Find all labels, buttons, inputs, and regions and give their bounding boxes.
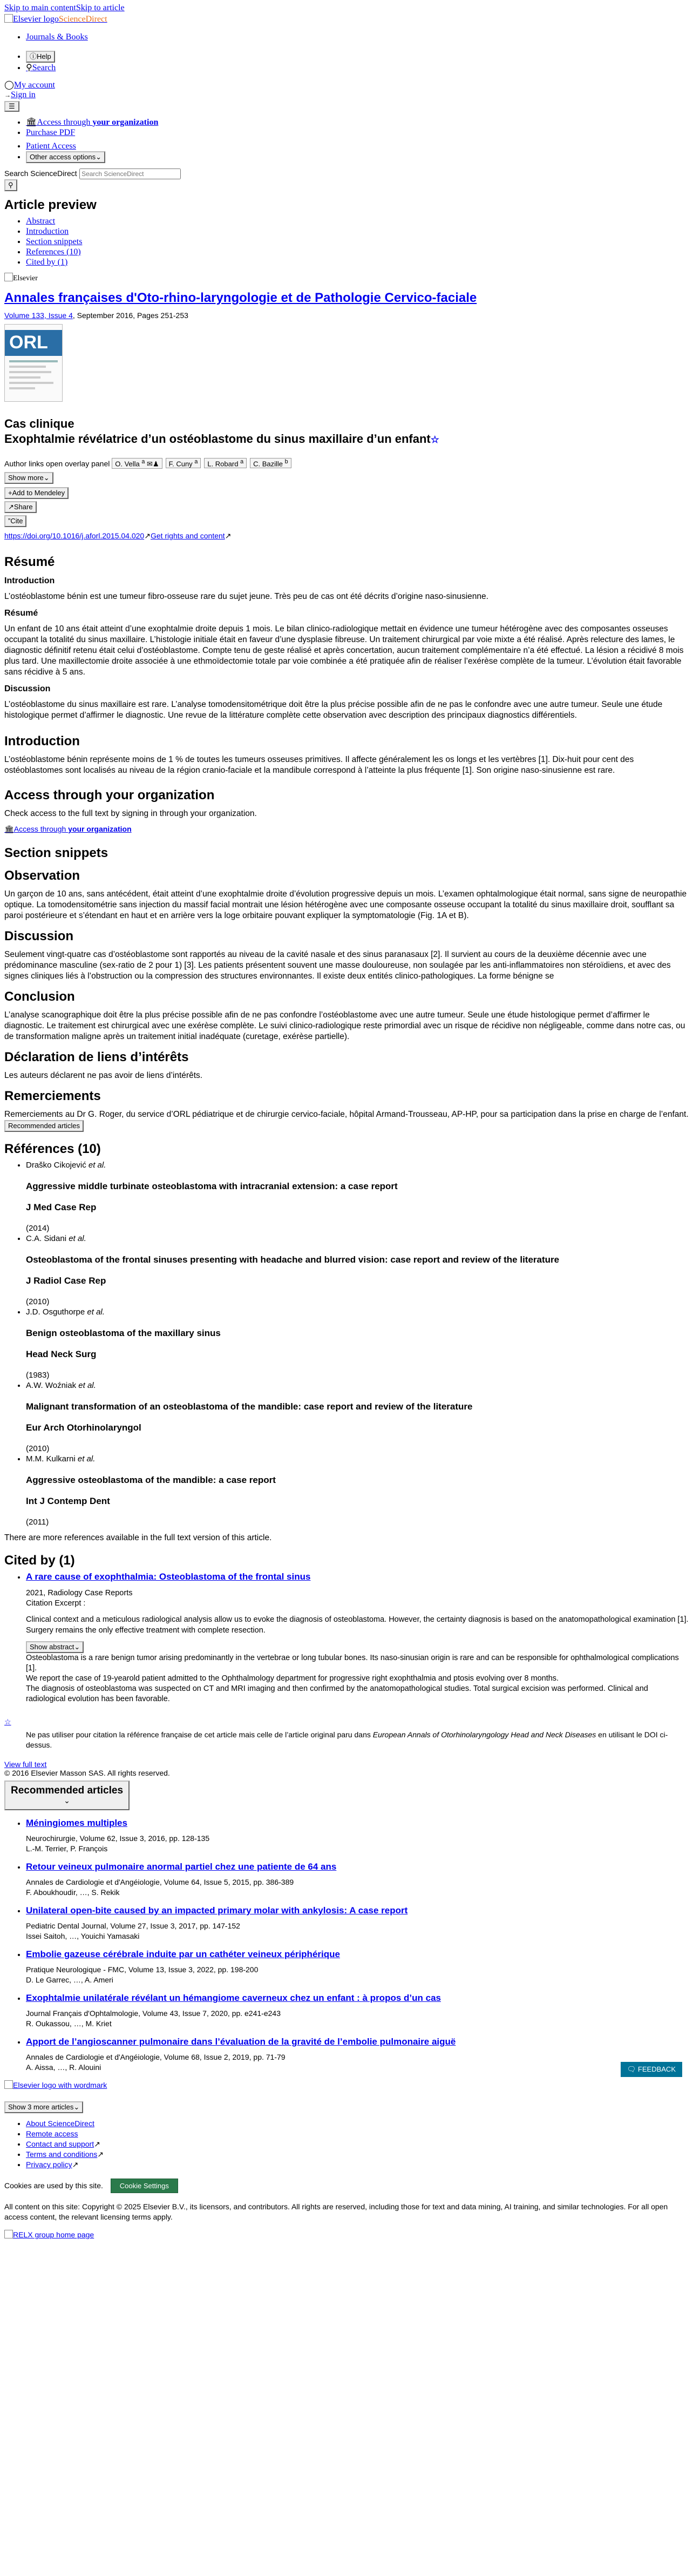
recommended-authors: F. Aboukhoudir, …, S. Rekik: [26, 1888, 120, 1897]
search-input[interactable]: [79, 168, 181, 179]
recommended-source: Neurochirurgie, Volume 62, Issue 3, 2016, pp. 128-135: [26, 1834, 210, 1843]
access-through-org-link[interactable]: 🏛Access through your organization: [26, 118, 159, 127]
recommended-source: Journal Français d'Ophtalmologie, Volume 43, Issue 7, 2020, pp. e241-e243: [26, 2009, 281, 2018]
citation-excerpt-label: Citation Excerpt :: [26, 1599, 86, 1608]
footer-remote-access-link[interactable]: Remote access: [26, 2129, 78, 2139]
thanks-heading: Remerciements: [4, 1089, 101, 1104]
article-preview-heading: Article preview: [4, 198, 97, 212]
cited-abstract-line: We report the case of 19-yearold patient admitted to the Ophthalmology department for progressive right exophthalmia and ptosis evolving over 8 months.: [26, 1674, 559, 1683]
article-title: Exophtalmie révélatrice d’un ostéoblastome du sinus maxillaire d’un enfant☆: [4, 432, 439, 446]
reference-title: Aggressive middle turbinate osteoblastoma with intracranial extension: a case report: [26, 1181, 398, 1192]
recommended-title-link[interactable]: Méningiomes multiples: [26, 1818, 127, 1829]
footer-privacy-link[interactable]: Privacy policy: [26, 2160, 72, 2169]
references-heading: Références (10): [4, 1142, 101, 1157]
doi-link[interactable]: https://doi.org/10.1016/j.aforl.2015.04.020: [4, 531, 145, 541]
recommended-item: [26, 1905, 689, 1941]
journal-cover[interactable]: [4, 324, 63, 402]
journals-books-link[interactable]: Journals & Books: [26, 32, 88, 42]
recommended-item: [26, 1993, 689, 2029]
cited-by-item: [26, 1572, 689, 1704]
external-link-icon: ↗: [144, 531, 151, 541]
skip-to-article-link[interactable]: Skip to article: [76, 3, 125, 12]
recommended-authors: Issei Saitoh, …, Youichi Yamasaki: [26, 1932, 140, 1941]
search-form: [4, 168, 689, 191]
skip-to-main-link[interactable]: Skip to main content: [4, 3, 76, 12]
chevron-down-icon: ⌄: [74, 1643, 80, 1651]
reference-item: • M.M. Kulkarni et al. Aggressive osteoblastoma of the mandible: a case report Int J Contemp Dent (2011): [26, 1454, 689, 1527]
journal-title-heading: [4, 291, 689, 306]
footer-terms-link[interactable]: Terms and conditions: [26, 2150, 98, 2159]
toc-references[interactable]: References (10): [26, 247, 81, 257]
reference-item: • A.W. Woźniak et al. Malignant transformation of an osteoblastoma of the mandible: case report and review of the literature Eur Arch Otorhinolaryngol (2010): [26, 1380, 689, 1454]
add-to-mendeley-button[interactable]: +Add to Mendeley: [4, 487, 69, 499]
access-heading: Access through your organization: [4, 788, 215, 803]
footnote: ☆ Ne pas utiliser pour citation la référence française de cet article mais celle de l’article original paru dans European Annals of Otorhinolaryngology Head and Neck Diseases en utilisant le DOI ci-dessus.: [4, 1717, 668, 1750]
section-snippets-heading: Section snippets: [4, 846, 108, 861]
abstract-introduction-heading: Introduction: [4, 576, 55, 586]
author-group: [4, 458, 689, 469]
menu-button[interactable]: [4, 101, 19, 112]
share-icon: ↗: [8, 503, 14, 511]
cited-by-source: 2021, Radiology Case Reports: [26, 1589, 133, 1598]
reference-year: (2014): [26, 1224, 50, 1233]
help-button[interactable]: ⓘHelp: [26, 51, 55, 63]
recommended-source: Pratique Neurologique - FMC, Volume 13, Issue 3, 2022, pp. 198-200: [26, 1965, 259, 1974]
quote-icon: ”: [8, 517, 11, 525]
reference-year: (2010): [26, 1297, 50, 1307]
chevron-down-icon: ⌄: [64, 1797, 70, 1806]
reference-year: (2011): [26, 1518, 49, 1527]
cookies-text: Cookies are used by this site.: [4, 2181, 103, 2190]
toc-abstract[interactable]: Abstract: [26, 217, 56, 226]
broken-image-icon: [4, 2080, 13, 2089]
search-label: Search ScienceDirect: [4, 169, 77, 178]
footer-contact-link[interactable]: Contact and support: [26, 2140, 94, 2149]
recommended-title-link[interactable]: Exophtalmie unilatérale révélant un hémangiome caverneux chez un enfant : à propos d’un cas: [26, 1993, 441, 2004]
reference-title: Benign osteoblastoma of the maxillary sinus: [26, 1328, 221, 1339]
chevron-down-icon: ⌄: [43, 474, 50, 482]
recommended-authors: D. Le Garrec, …, A. Ameri: [26, 1975, 113, 1985]
snippet-discussion-heading: Discussion: [4, 929, 74, 944]
toc-cited-by[interactable]: Cited by (1): [26, 258, 68, 267]
abstract-discussion-heading: Discussion: [4, 684, 51, 694]
conclusion-heading: Conclusion: [4, 989, 75, 1004]
citation-excerpt-text: Clinical context and a meticulous radiological analysis allow us to evoke the diagnosis of osteoblastoma. However, the certainty diagnosis is based on the anatomopathological examination [1]. Surgery remains the only effective treatment with complete resection.: [26, 1615, 689, 1635]
external-link-icon: ↗: [97, 2150, 104, 2159]
access-text: Check access to the full text by signing in through your organization.: [4, 809, 257, 819]
article-type: Cas clinique: [4, 417, 74, 430]
person-icon: ♟: [152, 460, 159, 468]
sign-in-icon: →: [4, 91, 11, 99]
access-through-org-link-2[interactable]: 🏛Access through your organization: [4, 825, 132, 834]
recommended-title-link[interactable]: Embolie gazeuse cérébrale induite par un cathéter veineux périphérique: [26, 1949, 340, 1960]
introduction-text: L’ostéoblastome bénin représente moins de 1 % de toutes les tumeurs osseuses primitives. Il affecte généralement les os longs et les vertèbres [1]. Dix-huit pour cent des ostéoblastomes sont localisés au niveau de la région cranio-faciale et la mandibule correspond à l’atteinte la plus fréquente [1]. Son origine naso-sinusienne est rare.: [4, 755, 634, 776]
email-icon: ✉: [147, 460, 153, 468]
recommended-authors: A. Aissa, …, R. Alouini: [26, 2063, 101, 2072]
abstract-discussion-text: L’ostéoblastome du sinus maxillaire est rare. L’analyse tomodensitométrique doit être la plus précise possible afin de ne pas le confondre avec une autre tumeur. Seule une étude histologique permet d’affirmer le diagnostic. Une revue de la littérature complète cette observation avec description des principaux diagnostics différentiels.: [4, 700, 663, 720]
cited-by-list: [4, 1572, 689, 1704]
footnote-marker[interactable]: ☆: [4, 1717, 11, 1727]
publisher-logo[interactable]: Elsevier: [4, 273, 689, 283]
recommended-articles-button[interactable]: Recommended articles: [4, 1120, 84, 1132]
feedback-button[interactable]: 🗨 FEEDBACK: [621, 2062, 682, 2077]
chat-icon: 🗨: [627, 2065, 636, 2073]
show-more-articles-button[interactable]: Show 3 more articles⌄: [4, 2101, 83, 2113]
help-icon: ⓘ: [30, 52, 37, 60]
journal-cover-label: ORL: [9, 332, 48, 353]
broken-image-icon: [4, 2230, 13, 2238]
recommended-item: [26, 1862, 689, 1898]
plus-icon: +: [8, 489, 12, 497]
get-rights-link[interactable]: Get rights and content: [150, 531, 225, 541]
references-list: [4, 1160, 689, 1527]
reference-title: Osteoblastoma of the frontal sinuses presenting with headache and blurred vision: case report and review of the literature: [26, 1255, 560, 1265]
elsevier-logo-link[interactable]: [4, 15, 107, 24]
recommended-source: Annales de Cardiologie et d'Angéiologie, Volume 64, Issue 5, 2015, pp. 386-389: [26, 1878, 294, 1887]
author-links-label: Author links open overlay panel: [4, 459, 110, 468]
recommended-toggle[interactable]: [4, 1781, 130, 1810]
cited-by-title-link[interactable]: A rare cause of exophthalmia: Osteoblastoma of the frontal sinus: [26, 1572, 311, 1582]
search-icon: ⚲: [26, 63, 32, 72]
reference-item: • J.D. Osguthorpe et al. Benign osteoblastoma of the maxillary sinus Head Neck Surg (1983): [26, 1307, 689, 1380]
external-link-icon: ↗: [94, 2140, 100, 2149]
chevron-down-icon: ⌄: [73, 2103, 80, 2112]
institution-icon: 🏛: [4, 825, 14, 834]
reference-year: (2010): [26, 1444, 50, 1454]
issue-date-pages: , September 2016, Pages 251-253: [72, 311, 188, 320]
reference-journal: J Radiol Case Rep: [26, 1276, 106, 1286]
reference-year: (1983): [26, 1371, 50, 1380]
volume-issue-link[interactable]: Volume 133, Issue 4: [4, 311, 73, 320]
article-copyright: © 2016 Elsevier Masson SAS. All rights reserved.: [4, 1769, 170, 1778]
footer-about-link[interactable]: About ScienceDirect: [26, 2119, 94, 2128]
observation-heading: Observation: [4, 868, 80, 884]
footer-logo[interactable]: Elsevier logo with wordmark: [4, 2080, 689, 2089]
relx-link[interactable]: RELX group home page: [13, 2230, 94, 2240]
introduction-heading: Introduction: [4, 734, 80, 749]
declaration-heading: Déclaration de liens d’intérêts: [4, 1050, 189, 1065]
reference-title: Aggressive osteoblastoma of the mandible: a case report: [26, 1475, 276, 1486]
toc-section-snippets[interactable]: Section snippets: [26, 237, 83, 246]
recommended-source: Pediatric Dental Journal, Volume 27, Issue 3, 2017, pp. 147-152: [26, 1921, 240, 1931]
elsevier-logo-alt: Elsevier logo: [13, 15, 59, 24]
author-bazille[interactable]: C. Bazille $^b$: [250, 458, 291, 468]
preview-toc: [4, 216, 689, 267]
recommended-title-link[interactable]: Apport de l’angioscanner pulmonaire dans l’évaluation de la gravité de l’embolie pulmonaire aiguë: [26, 2036, 456, 2047]
institution-icon: 🏛: [26, 118, 37, 127]
more-references-note: There are more references available in the full text version of this article.: [4, 1533, 272, 1543]
external-link-icon: ↗: [72, 2160, 79, 2169]
author-cuny[interactable]: F. Cuny $^a$: [166, 458, 201, 468]
sign-in-link[interactable]: Sign in: [11, 90, 36, 99]
show-abstract-button[interactable]: Show abstract⌄: [26, 1641, 84, 1653]
conclusion-text: L’analyse scanographique doit être la plus précise possible afin de ne pas confondre l’ostéoblastome avec une autre tumeur. Seule une étude histologique permet d’affirmer le diagnostic. Le traitement est chirurgical avec une exérèse complète. Le suivi clinico-radiologique reste primordial avec un risque de récidive non négligeable, comme dans notre cas, ou de transformation maligne après un traitement initial inadéquate (curetage, exérèse partielle).: [4, 1010, 685, 1042]
cookie-settings-button[interactable]: Cookie Settings: [111, 2179, 178, 2193]
access-options: [4, 117, 689, 163]
my-account-link[interactable]: My account: [13, 80, 55, 90]
abstract-introduction-text: L’ostéoblastome bénin est une tumeur fibro-osseuse rare du sujet jeune. Très peu de cas ont été décrits d’origine naso-sinusienne.: [4, 592, 488, 602]
user-icon: ◯: [4, 80, 14, 90]
author-robard[interactable]: L. Robard $^a$: [204, 458, 247, 468]
reference-journal: Head Neck Surg: [26, 1349, 97, 1360]
recommended-authors: R. Oukassou, …, M. Kriet: [26, 2019, 112, 2028]
cited-by-heading: Cited by (1): [4, 1553, 75, 1568]
header-tools: [4, 51, 689, 73]
recommended-title-link[interactable]: Unilateral open-bite caused by an impacted primary molar with ankylosis: A case report: [26, 1905, 408, 1916]
recommended-authors: L.-M. Terrier, P. François: [26, 1844, 108, 1853]
recommended-heading: Recommended articles: [11, 1785, 124, 1797]
chevron-down-icon: ⌄: [96, 153, 102, 161]
show-more-button[interactable]: Show more⌄: [4, 472, 53, 484]
recommended-source: Annales de Cardiologie et d'Angéiologie, Volume 68, Issue 2, 2019, pp. 71-79: [26, 2053, 286, 2062]
cited-abstract-line: The diagnosis of osteoblastoma was suspected on CT and MRI imaging and then confirmed by the anatomopathological studies. Total surgical excision was performed. Clinical and radiological evolution has been favorable.: [26, 1684, 648, 1704]
brand-sciencedirect: ScienceDirect: [58, 15, 107, 24]
share-button[interactable]: ↗Share: [4, 501, 37, 513]
abstract-heading: Résumé: [4, 555, 55, 570]
abstract-resume-text: Un enfant de 10 ans était atteint d’une exophtalmie droite depuis 1 mois. Le bilan clinico-radiologique mettait en évidence une tumeur hétérogène avec des composantes osseuses occupant la totalité du sinus maxillaire. L’histologie initiale était en faveur d’une dysplasie fibreuse. Un traitement chirurgical par voie mixte a été réalisé. Après relecture des lames, le diagnostic définitif retenu était celui d’ostéoblastome. Compte tenu de geste réalisé et après concertation, aucun traitement complémentaire n’a été effectué. La lésion a récidivé 8 mois plus tard. Une maxillectomie droite associée à une ethmoïdectomie totale par voie combinée a été pratiquée afin de réaliser l’exérèse complète de la tumeur. L’évolution était favorable sans récidive à 5 ans.: [4, 624, 684, 677]
recommended-item: [26, 1949, 689, 1985]
recommended-item: [26, 2036, 689, 2073]
recommended-title-link[interactable]: Retour veineux pulmonaire anormal partiel chez une patiente de 64 ans: [26, 1862, 337, 1872]
reference-item: • C.A. Sidani et al. Osteoblastoma of the frontal sinuses presenting with headache and blurred vision: case report and review of the literature J Radiol Case Rep (2010): [26, 1233, 689, 1307]
search-submit-button[interactable]: [4, 179, 17, 191]
abstract-resume-heading: Résumé: [4, 609, 38, 618]
reference-journal: Eur Arch Otorhinolaryngol: [26, 1422, 141, 1433]
cited-abstract-line: Osteoblastoma is a rare benign tumor arising predominantly in the vertebrae or long tubular bones. Its naso-sinusian origin is rare and can be responsible for ophthalmological complications [1].: [26, 1654, 679, 1673]
other-access-options-button[interactable]: Other access options⌄: [26, 151, 105, 163]
hamburger-icon: ☰: [9, 102, 15, 110]
toc-introduction[interactable]: Introduction: [26, 227, 69, 236]
purchase-pdf-link[interactable]: Purchase PDF: [26, 128, 76, 137]
cite-button[interactable]: ”Cite: [4, 515, 26, 527]
view-full-text-link[interactable]: View full text: [4, 1760, 47, 1769]
footer-copyright: All content on this site: Copyright © 2025 Elsevier B.V., its licensors, and contributors. All rights are reserved, including those for text and data mining, AI training, and similar technologies. For all open access content, the relevant licensing terms apply.: [4, 2202, 668, 2222]
patient-access-link[interactable]: Patient Access: [26, 141, 76, 151]
reference-journal: J Med Case Rep: [26, 1202, 97, 1213]
broken-image-icon: [4, 273, 13, 281]
header-nav: [4, 32, 689, 42]
footer-links: [4, 2119, 689, 2170]
elsevier-logo-icon: [4, 14, 13, 23]
author-vella[interactable]: O. Vella $^a$ ✉♟: [112, 458, 162, 469]
snippet-discussion-text: Seulement vingt-quatre cas d’ostéoblastome sont rapportés au niveau de la cavité nasale et des sinus paranasaux [2]. Il survient au cours de la deuxième décennie avec une prédominance masculine (sex-ratio de 2 pour 1) [3]. Les patients présentent souvent une masse douloureuse, non soulagée par les anti-inflammatoires non stéroïdiens, et avec des signes cliniques liés à l’obstruction ou la compression des structures environnantes. Il existe deux entités clinico-pathologiques. La forme bénigne se: [4, 950, 671, 981]
site-header: [4, 14, 689, 112]
declaration-text: Les auteurs déclarent ne pas avoir de liens d’intérêts.: [4, 1071, 203, 1081]
recommended-list: [4, 1818, 689, 2073]
search-link[interactable]: ⚲Search: [26, 63, 56, 72]
reference-journal: Int J Contemp Dent: [26, 1496, 110, 1507]
journal-title-link[interactable]: Annales françaises d'Oto-rhino-laryngologie et de Pathologie Cervico-faciale: [4, 291, 477, 305]
star-footnote-link[interactable]: ☆: [430, 434, 439, 445]
recommended-item: [26, 1818, 689, 1854]
reference-title: Malignant transformation of an osteoblastoma of the mandible: case report and review of the literature: [26, 1401, 473, 1412]
observation-text: Un garçon de 10 ans, sans antécédent, était atteint d’une exophtalmie droite d’évolution progressive depuis un mois. L’examen ophtalmologique était normal, sans signe de neuropathie optique. La tomodensitométrie sans injection du massif facial montrait une lésion hétérogène avec une composante osseuse occupant la totalité du sinus maxillaire droit, soufflant sa paroi postérieure et s’étendant en haut et en arrière vers la loge orbitaire pouvant expliquer la symptomatologie (Fig. 1A et B).: [4, 889, 687, 921]
thanks-text: Remerciements au Dr G. Roger, du service d’ORL pédiatrique et de chirurgie cervico-faciale, hôpital Armand-Trousseau, AP-HP, pour sa participation dans la prise en charge de l’enfant.: [4, 1110, 689, 1120]
search-icon: ⚲: [8, 181, 13, 189]
external-link-icon: ↗: [225, 531, 232, 541]
reference-item: • Draško Cikojević et al. Aggressive middle turbinate osteoblastoma with intracranial extension: a case report J Med Case Rep (2014): [26, 1160, 689, 1233]
